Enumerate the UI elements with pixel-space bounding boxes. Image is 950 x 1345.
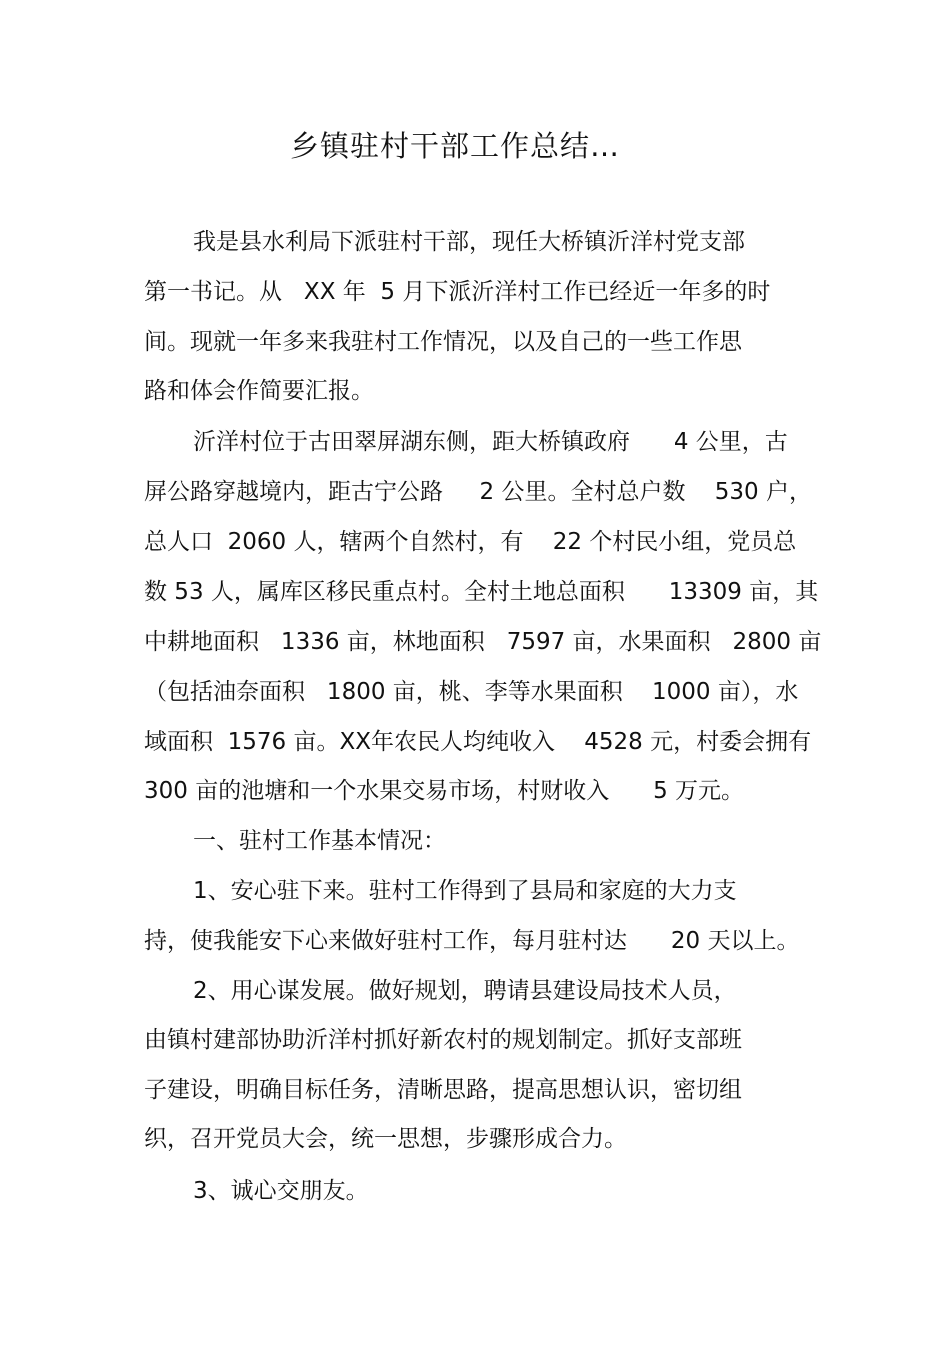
paragraph-line: 中耕地面积 1336 亩，林地面积 7597 亩，水果面积 2800 亩 (144, 629, 822, 655)
paragraph-line: 持，使我能安下心来做好驻村工作，每月驻村达 20 天以上。 (144, 928, 800, 954)
paragraph-line: （包括油奈面积 1800 亩，桃、李等水果面积 1000 亩），水 (144, 679, 799, 705)
paragraph-line: 第一书记。从 XX 年 5 月下派沂洋村工作已经近一年多的时 (144, 279, 771, 305)
section-heading: 一、驻村工作基本情况： (193, 828, 446, 854)
paragraph-line: 总人口 2060 人，辖两个自然村，有 22 个村民小组，党员总 (144, 529, 797, 555)
paragraph-line: 间。现就一年多来我驻村工作情况，以及自己的一些工作思 (144, 329, 742, 355)
paragraph-line: 3、诚心交朋友。 (193, 1178, 369, 1204)
paragraph-line: 域面积 1576 亩。XX年农民人均纯收入 4528 元，村委会拥有 (144, 729, 812, 755)
paragraph-line: 数 53 人，属库区移民重点村。全村土地总面积 13309 亩，其 (144, 579, 819, 605)
paragraph-line: 织，召开党员大会，统一思想，步骤形成合力。 (144, 1126, 627, 1152)
paragraph-line: 300 亩的池塘和一个水果交易市场，村财收入 5 万元。 (144, 778, 745, 804)
paragraph-line: 2、用心谋发展。做好规划，聘请县建设局技术人员， (193, 978, 737, 1004)
paragraph-line: 由镇村建部协助沂洋村抓好新农村的规划制定。抓好支部班 (144, 1027, 742, 1053)
paragraph-line: 我是县水利局下派驻村干部，现任大桥镇沂洋村党支部 (193, 229, 745, 255)
paragraph-line: 屏公路穿越境内，距古宁公路 2 公里。全村总户数 530 户， (144, 479, 812, 505)
document-title: 乡镇驻村干部工作总结… (289, 129, 620, 163)
paragraph-line: 沂洋村位于古田翠屏湖东侧，距大桥镇政府 4 公里，古 (193, 429, 788, 455)
paragraph-line: 子建设，明确目标任务，清晰思路，提高思想认识，密切组 (144, 1077, 742, 1103)
paragraph-line: 路和体会作简要汇报。 (144, 378, 374, 404)
paragraph-line: 1、安心驻下来。驻村工作得到了县局和家庭的大力支 (193, 878, 737, 904)
